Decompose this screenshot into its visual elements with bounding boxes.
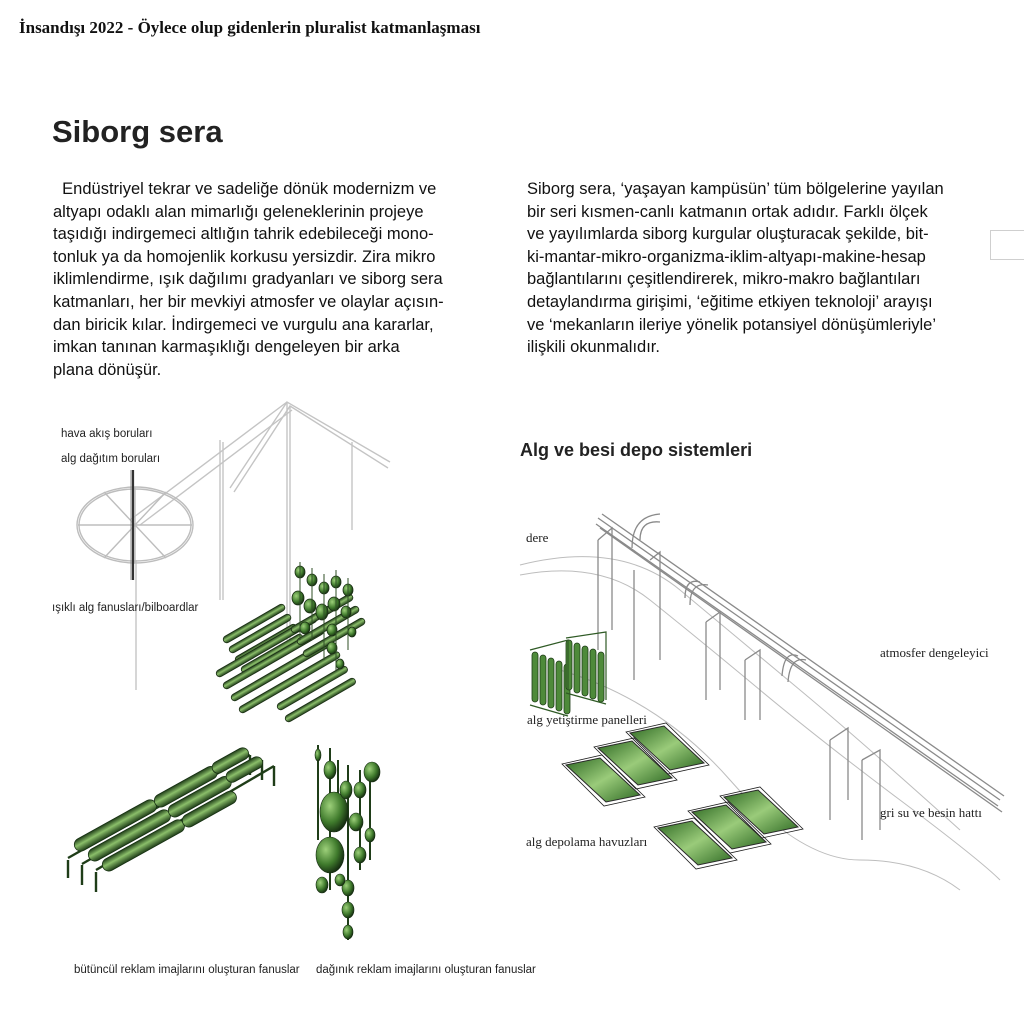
paragraph-line: ve ‘mekanların ileriye yönelik potansiyel dönüşümleriyle’ — [527, 315, 937, 334]
paragraph-line: tonluk ya da homojenlik korkusu yersizdir. Zira mikro — [53, 247, 436, 266]
page-title: Siborg sera — [52, 114, 223, 149]
paragraph-line: bir seri kısmen-canlı katmanın ortak adıdır. Farklı ölçek — [527, 202, 928, 221]
atmosphere-pipeline — [596, 514, 1004, 840]
algae-growing-panels — [530, 632, 606, 716]
label-holistic-lanterns: bütüncül reklam imajlarını oluşturan fanuslar — [74, 964, 300, 976]
label-scattered-lanterns: dağınık reklam imajlarını oluşturan fanuslar — [316, 964, 536, 976]
label-algae-pools: alg depolama havuzları — [526, 834, 648, 849]
label-stream: dere — [526, 530, 549, 545]
paragraph-line: katmanları, her bir mevkiyi atmosfer ve olaylar açısın- — [53, 292, 444, 311]
paragraph-line: dan biricik kılar. İndirgemeci ve vurgulu ana kararlar, — [53, 315, 434, 334]
paragraph-line: ki-mantar-mikro-organizma-iklim-altyapı-makine-hesap — [527, 247, 926, 266]
label-algae-pipes: alg dağıtım boruları — [61, 453, 161, 465]
label-air-pipes: hava akış boruları — [61, 428, 153, 440]
paragraph-line: bağlantılarını çeşitlendirerek, mikro-makro bağlantıları — [527, 270, 921, 289]
paragraph-line: ve yayılımlarda siborg kurgular oluşturacak şekilde, bit- — [527, 225, 929, 244]
label-lit-lanterns: ışıklı alg fanusları/bilboardlar — [52, 602, 199, 614]
paragraph-line: taşıdığı indirgemeci altlığın tahrik edebileceği mono- — [53, 225, 434, 244]
paragraph-line: detaylandırma girişimi, ‘eğitime etkiyen teknoloji’ arayışı — [527, 292, 933, 311]
label-greywater-line: gri su ve besin hattı — [880, 805, 982, 820]
label-algae-panels: alg yetiştirme panelleri — [527, 712, 647, 727]
paragraph-line: plana dönüşür. — [53, 360, 162, 379]
paragraph-line: Siborg sera, ‘yaşayan kampüsün’ tüm bölgelerine yayılan — [527, 180, 944, 198]
paragraph-line: iklimlendirme, ışık dağılımı gradyanları ve siborg sera — [53, 270, 443, 289]
paragraph-line: ilişkili okunmalıdır. — [527, 338, 660, 357]
label-atmosphere: atmosfer dengeleyici — [880, 645, 989, 660]
paragraph-line: imkan tanınan karmaşıklığı dengeleyen bir arka — [53, 338, 400, 357]
paragraph-line: altyapı odaklı alan mimarlığı geleneklerinin projeye — [53, 202, 424, 221]
section-title: Alg ve besi depo sistemleri — [520, 440, 753, 460]
paragraph-line: Endüstriyel tekrar ve sadeliğe dönük modernizm ve — [53, 180, 437, 198]
document-header-title: İnsandışı 2022 - Öylece olup gidenlerin pluralist katmanlaşması — [19, 18, 481, 37]
